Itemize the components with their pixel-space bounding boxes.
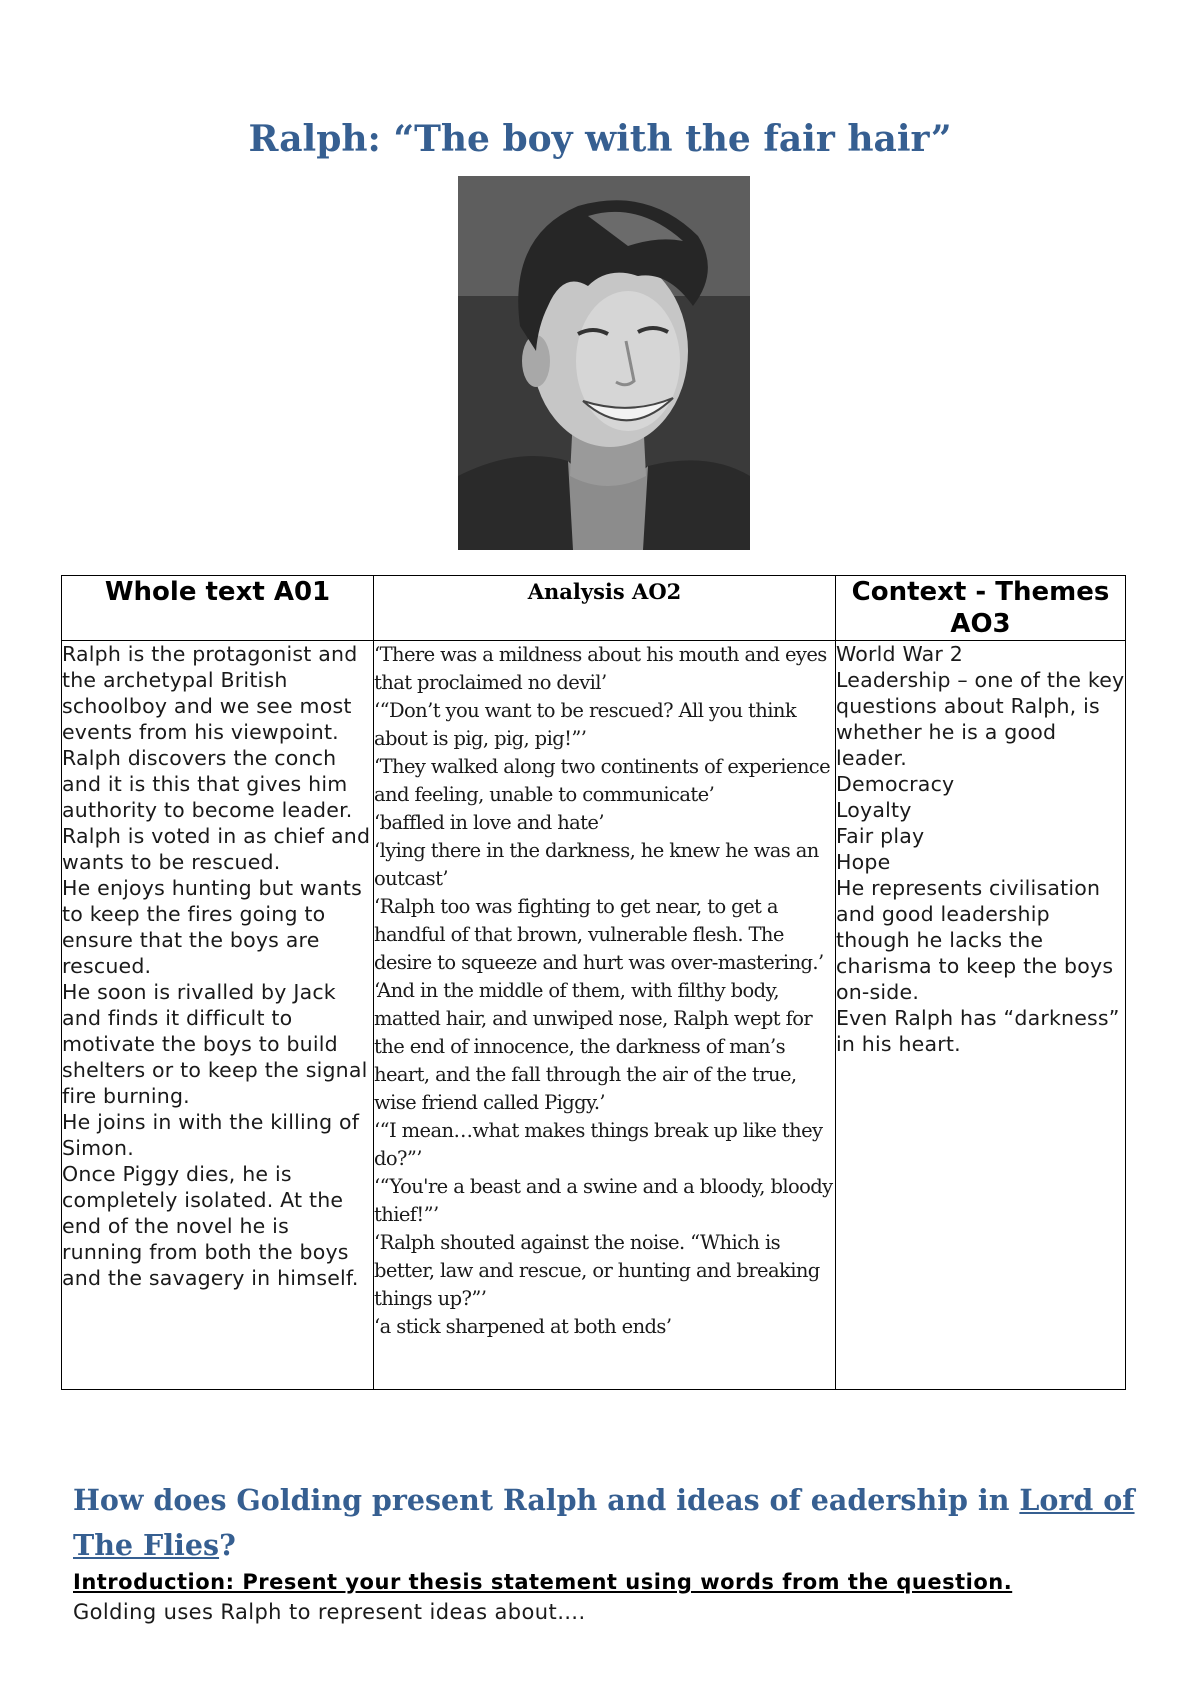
analysis-cell bbox=[374, 641, 836, 1390]
whole-text-line: Once Piggy dies, he is completely isolated. At the end of the novel he is running from both the boys and the savagery in himself. bbox=[62, 1162, 359, 1290]
context-line: He represents civilisation and good leadership though he lacks the charisma to keep the boys on-side. bbox=[836, 876, 1114, 1004]
analysis-quote: ‘“Don’t you want to be rescued? All you think about is pig, pig, pig!”’ bbox=[374, 699, 797, 750]
header-analysis: Analysis AO2 bbox=[374, 576, 836, 641]
header-whole-text: Whole text A01 bbox=[62, 576, 374, 641]
context-line: Leadership – one of the key questions about Ralph, is whether he is a good leader. bbox=[836, 668, 1125, 770]
analysis-quote: ‘“I mean…what makes things break up like they do?”’ bbox=[374, 1119, 823, 1170]
whole-text-line: He soon is rivalled by Jack and finds it difficult to motivate the boys to build shelters or to keep the signal fire burning. bbox=[62, 980, 368, 1108]
essay-question bbox=[73, 1478, 1153, 1568]
analysis-quote: ‘There was a mildness about his mouth and eyes that proclaimed no devil’ bbox=[374, 643, 827, 694]
intro-instruction: Introduction: Present your thesis statement using words from the question. bbox=[73, 1570, 1013, 1594]
analysis-quote: ‘Ralph too was fighting to get near, to get a handful of that brown, vulnerable flesh. The desire to squeeze and hurt was over-mastering.’ bbox=[374, 895, 824, 974]
analysis-quote: ‘They walked along two continents of experience and feeling, unable to communicate’ bbox=[374, 755, 831, 806]
context-line: Fair play bbox=[836, 824, 925, 848]
analysis-quote: ‘lying there in the darkness, he knew he was an outcast’ bbox=[374, 839, 819, 890]
question-text: How does Golding present Ralph and ideas of eadership in bbox=[73, 1483, 1020, 1517]
whole-text-line: Ralph discovers the conch and it is this that gives him authority to become leader. bbox=[62, 746, 353, 822]
analysis-quote: ‘baffled in love and hate’ bbox=[374, 811, 604, 834]
portrait-photo bbox=[458, 176, 750, 550]
whole-text-line: He joins in with the killing of Simon. bbox=[62, 1110, 360, 1160]
analysis-quote: ‘Ralph shouted against the noise. “Which is better, law and rescue, or hunting and breaking things up?”’ bbox=[374, 1231, 820, 1310]
table-header-row bbox=[62, 576, 1126, 641]
analysis-quote: ‘a stick sharpened at both ends’ bbox=[374, 1315, 672, 1338]
question-mark: ? bbox=[219, 1528, 236, 1562]
context-line: Even Ralph has “darkness” in his heart. bbox=[836, 1006, 1120, 1056]
whole-text-cell bbox=[62, 641, 374, 1390]
context-line: Loyalty bbox=[836, 798, 912, 822]
whole-text-line: Ralph is voted in as chief and wants to be rescued. bbox=[62, 824, 371, 874]
analysis-quote: ‘And in the middle of them, with filthy body, matted hair, and unwiped nose, Ralph wept for the end of innocence, the darkness of man’s heart, and the fall through the air of the true, wise friend called Piggy.’ bbox=[374, 979, 813, 1114]
character-table bbox=[61, 575, 1126, 1390]
header-context: Context - Themes AO3 bbox=[836, 576, 1126, 641]
table-body-row bbox=[62, 641, 1126, 1390]
context-line: World War 2 bbox=[836, 642, 963, 666]
intro-sentence-starter: Golding uses Ralph to represent ideas about…. bbox=[73, 1600, 586, 1624]
whole-text-line: He enjoys hunting but wants to keep the fires going to ensure that the boys are rescued. bbox=[62, 876, 362, 978]
book-title: Lord of The Flies bbox=[73, 1483, 1135, 1562]
analysis-quote: ‘“You're a beast and a swine and a bloody, bloody thief!”’ bbox=[374, 1175, 833, 1226]
whole-text-line: Ralph is the protagonist and the archetypal British schoolboy and we see most events from his viewpoint. bbox=[62, 642, 358, 744]
context-line: Hope bbox=[836, 850, 891, 874]
page-title: Ralph: “The boy with the fair hair” bbox=[248, 118, 952, 160]
context-line: Democracy bbox=[836, 772, 955, 796]
context-cell bbox=[836, 641, 1126, 1390]
